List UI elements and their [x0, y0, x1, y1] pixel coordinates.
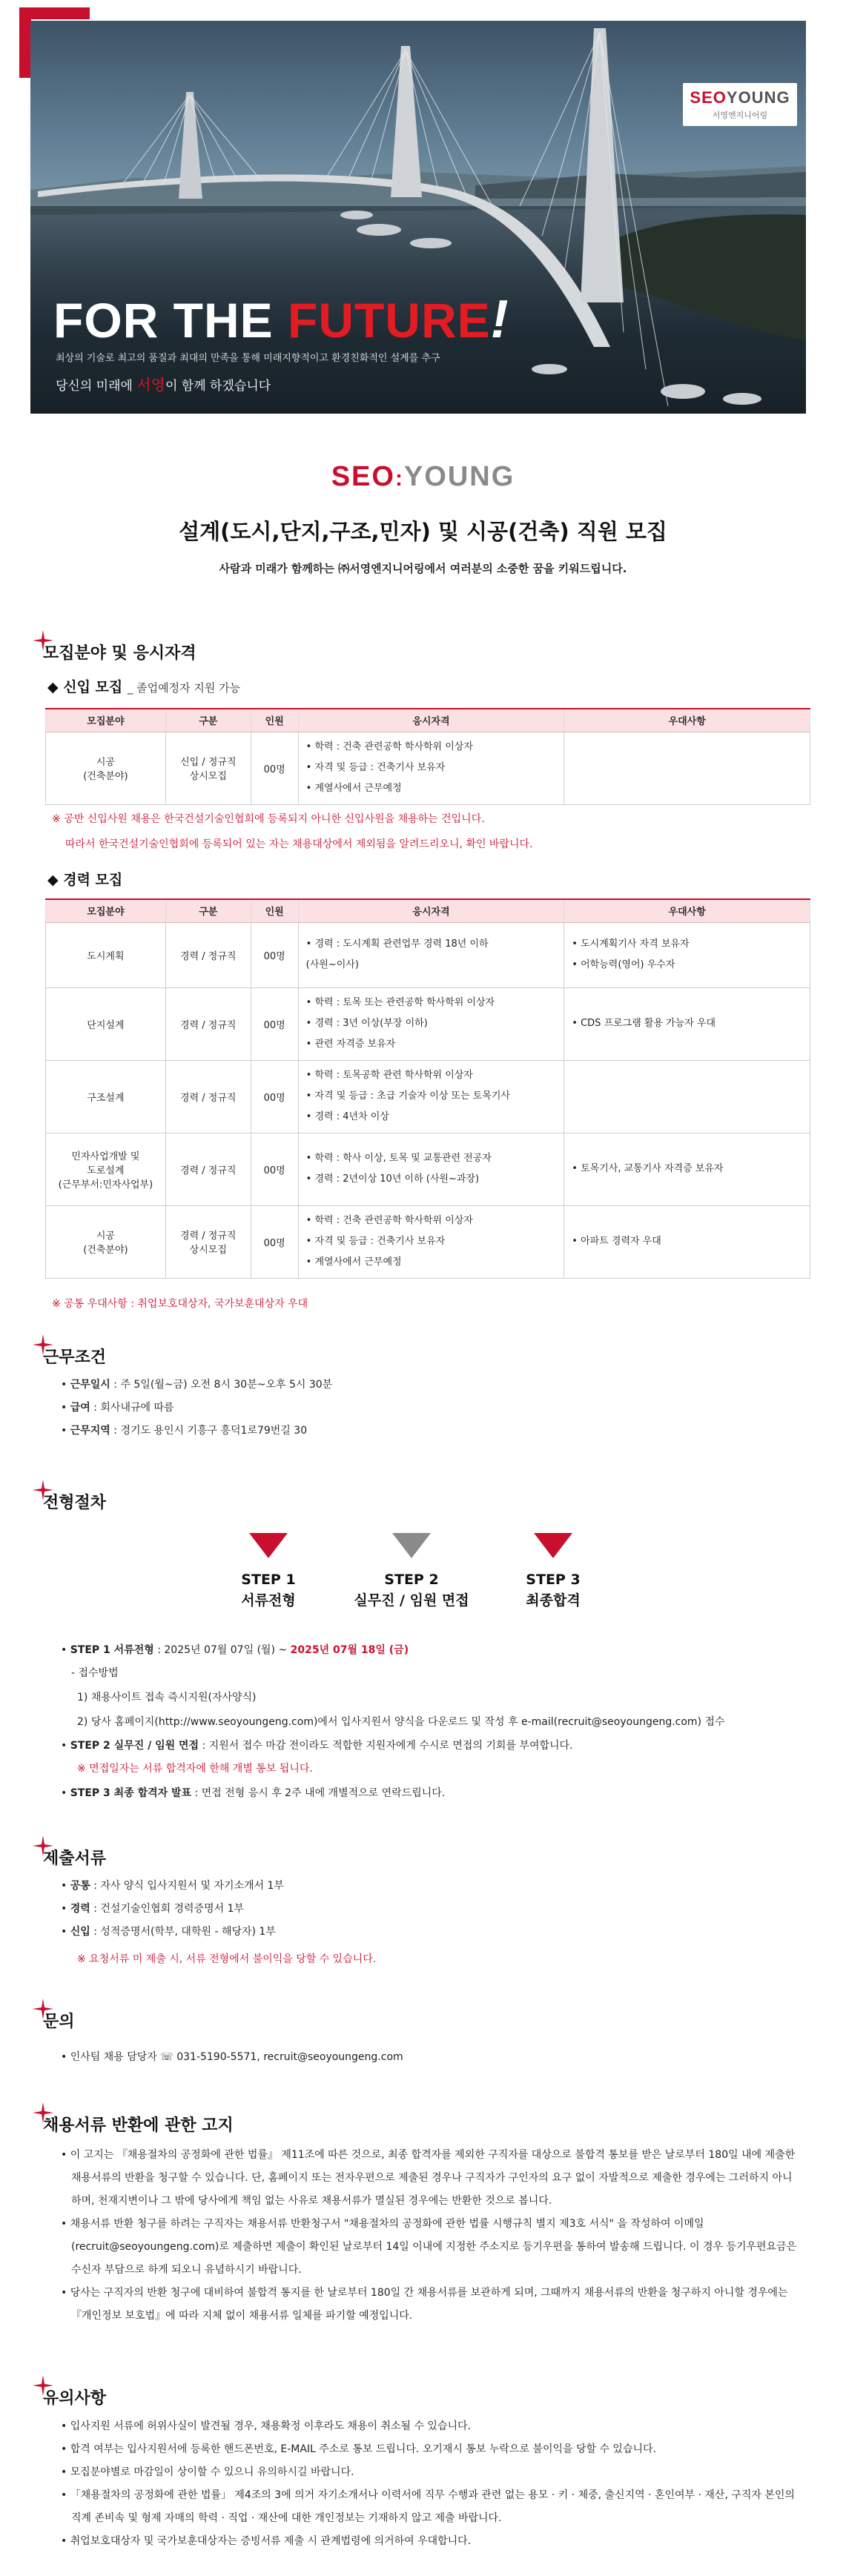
new-note-2: 따라서 한국건설기술인협회에 등록되어 있는 자는 채용대상에서 제외됨을 알려드리오니, 확인 바랍니다. [65, 838, 533, 850]
return-notice-list [61, 2144, 802, 2328]
quals-list [299, 1061, 564, 1132]
step-number: STEP 1 [241, 1572, 296, 1588]
item-value: : 주 5일(월~금) 오전 8시 30분~오후 5시 30분 [110, 1379, 333, 1391]
contact-list [61, 2046, 403, 2069]
hero-logo [683, 83, 797, 126]
step-arrow-icon [534, 1533, 572, 1558]
cell-quals [298, 987, 564, 1060]
list-item: • 학력 : 건축 관련공학 학사학위 이상자 [306, 1211, 557, 1231]
step2-label: STEP 2 실무진 / 임원 면접 [70, 1740, 199, 1752]
cell-count: 00명 [251, 1060, 298, 1133]
step3-line: • STEP 3 최종 합격자 발표 : 면접 전형 응시 후 2주 내에 개별적으로 연락드립니다. [61, 1787, 446, 1799]
intro-text: 사람과 미래가 함께하는 ㈜서영엔지니어링에서 여러분의 소중한 꿈을 키워드립니다. [219, 562, 627, 575]
column-header: 응시자격 [298, 899, 564, 922]
page-title: 설계(도시,단지,구조,민자) 및 시공(건축) 직원 모집 [179, 519, 667, 544]
hero-tagline: 최상의 기술로 최고의 품질과 최대의 만족을 통해 미래지향적이고 환경친화적인 설계를 추구 [56, 353, 440, 364]
cell-type: 경력 / 정규직 상시모집 [165, 1205, 251, 1278]
career-note: ※ 공통 우대사항 : 취업보호대상자, 국가보훈대상자 우대 [52, 1298, 308, 1310]
subtitle-text: ◆ 신입 모집 [47, 679, 123, 695]
item-label: 급여 [70, 1402, 90, 1414]
quals-list [299, 732, 564, 804]
contact-line: • 인사팀 채용 담당자 ☏ 031-5190-5571, recruit@seoyoungeng.com [61, 2046, 403, 2069]
caution-list [61, 2415, 802, 2553]
prefs-list [564, 930, 810, 980]
step-arrow-icon [249, 1533, 288, 1558]
item-value: : 자사 양식 입사지원서 및 자기소개서 1부 [90, 1880, 284, 1892]
list-item: • 관련 자격증 보유자 [306, 1034, 557, 1055]
cell-quals [298, 732, 564, 804]
subtitle-note: _ 졸업예정자 지원 가능 [127, 681, 241, 695]
step-name: 실무진 / 임원 면접 [354, 1592, 469, 1609]
cell-quals [298, 922, 564, 987]
slogan-part-a: 당신의 미래에 [56, 379, 137, 394]
list-item [61, 1875, 284, 1898]
prefs-list [564, 764, 810, 772]
step1-label: STEP 1 서류전형 [70, 1644, 154, 1656]
list-item: • 당사는 구직자의 반환 청구에 대비하여 불합격 통지를 한 날로부터 180일 간 채용서류를 보관하게 되며, 그때까지 채용서류의 반환을 청구하지 아니할 경우에는 『개인정보 보호법』에 따라 지체 없이 채용서류 일체를 파기할 예정입니다. [61, 2282, 802, 2328]
list-item: • 학력 : 학사 이상, 토목 및 교통관련 전공자 [306, 1148, 557, 1169]
item-label: 신입 [70, 1926, 90, 1938]
item-value: : 성적증명서(학부, 대학원 - 해당자) 1부 [90, 1926, 276, 1938]
cell-type: 신입 / 정규직 상시모집 [165, 732, 251, 804]
list-item: • 아파트 경력자 우대 [572, 1231, 802, 1252]
step-number: STEP 3 [526, 1572, 581, 1588]
column-header: 모집분야 [46, 709, 166, 732]
list-item: • 취업보호대상자 및 국가보훈대상자는 증빙서류 제출 시 관계법령에 의거하여 우대합니다. [61, 2530, 802, 2553]
list-item: • 학력 : 토목 또는 관련공학 학사학위 이상자 [306, 993, 557, 1013]
table-row [46, 1060, 810, 1133]
step3-label: STEP 3 최종 합격자 발표 [70, 1787, 192, 1799]
cell-type: 경력 / 정규직 [165, 987, 251, 1060]
slogan-part-b: 이 함께 하겠습니다 [165, 379, 271, 394]
column-header: 인원 [251, 899, 298, 922]
list-item: • CDS 프로그램 활용 가능자 우대 [572, 1013, 802, 1034]
cell-field: 단지설계 [46, 987, 166, 1060]
column-header: 인원 [251, 709, 298, 732]
step-3 [479, 1533, 627, 1609]
list-item: • 경력 : 2년이상 10년 이하 (사원~과장) [306, 1169, 557, 1190]
cell-prefs [564, 1133, 810, 1205]
cell-quals [298, 1205, 564, 1278]
cell-field: 민자사업개발 및 도로설계 (근무부서:민자사업부) [46, 1133, 166, 1205]
list-item: • 채용서류 반환 청구를 하려는 구직자는 채용서류 반환청구서 "채용절차의 공정화에 관한 법률 시행규칙 별지 제3호 서식" 을 작성하여 이메일(recruit@seoyoungeng.com)로 제출하면 제출이 확인된 날로부터 14일 이내에 지정한 주소지로 등기우편을 통하여 발송해 드립니다. 이 경우 등기우편요금은 수신자 부담으로 하게 되오니 유념하시기 바랍니다. [61, 2213, 802, 2282]
table-row [46, 987, 810, 1060]
step1-line: • STEP 1 서류전형 : 2025년 07월 07일 (월) ~ 2025년 07월 18일 (금) [61, 1644, 409, 1656]
list-item: • 학력 : 건축 관련공학 학사학위 이상자 [306, 737, 557, 758]
item-label: 근무지역 [70, 1425, 110, 1437]
item-label: 경력 [70, 1903, 90, 1915]
quals-list [299, 1144, 564, 1194]
cell-count: 00명 [251, 1205, 298, 1278]
list-item: • 계열사에서 근무예정 [306, 1252, 557, 1273]
cell-field: 시공 (건축분야) [46, 1205, 166, 1278]
list-item [61, 1397, 332, 1420]
step1-deadline: 2025년 07월 18일 (금) [290, 1644, 409, 1656]
list-item: • 모집분야별로 마감일이 상이할 수 있으니 유의하시길 바랍니다. [61, 2461, 802, 2484]
step-arrow-icon [392, 1533, 431, 1558]
table-row [46, 732, 810, 804]
section-title: 채용서류 반환에 관한 고지 [43, 2116, 234, 2135]
cell-field: 도시계획 [46, 922, 166, 987]
prefs-list [564, 1154, 810, 1184]
item-value: : 회사내규에 따름 [90, 1402, 174, 1414]
logo-red-part: SEO [690, 88, 727, 107]
list-item [61, 1921, 284, 1944]
work-conditions-list [61, 1374, 332, 1443]
list-item: • 학력 : 토목공학 관련 학사학위 이상자 [306, 1065, 557, 1086]
cell-quals [298, 1060, 564, 1133]
section-title: 제출서류 [43, 1850, 107, 1868]
list-item: • 자격 및 등급 : 건축기사 보유자 [306, 758, 557, 778]
new-recruit-table [45, 708, 810, 805]
item-label: 공통 [70, 1880, 90, 1892]
docs-list [61, 1875, 284, 1944]
cell-type: 경력 / 정규직 [165, 922, 251, 987]
method-2: 2) 당사 홈페이지(http://www.seoyoungeng.com)에서 입사지원서 양식을 다운로드 및 작성 후 e-mail(recruit@seoyoungeng.com) 접수 [77, 1716, 725, 1728]
list-item: • 토목기사, 교통기사 자격증 보유자 [572, 1159, 802, 1179]
prefs-list [564, 1092, 810, 1101]
item-value: : 건설기술인협회 경력증명서 1부 [90, 1903, 245, 1915]
cell-count: 00명 [251, 922, 298, 987]
step1-value: : 2025년 07월 07일 (월) ~ [153, 1644, 291, 1656]
prefs-list [564, 1227, 810, 1256]
logo-seo: SEO [331, 461, 395, 492]
list-item: • 합격 여부는 입사지원서에 등록한 핸드폰번호, E-MAIL 주소로 통보 드립니다. 오기재시 통보 누락으로 불이익을 당할 수 있습니다. [61, 2438, 802, 2461]
list-item: • 「채용절차의 공정화에 관한 법률」 제4조의 3에 의거 자기소개서나 이력서에 직무 수행과 관련 없는 용모 · 키 · 체중, 출신지역 · 혼인여부 · 재산, 구직자 본인의 직계 존비속 및 형제 자매의 학력 · 직업 · 재산에 대한 개인정보는 기재하지 않고 제출 바랍니다. [61, 2484, 802, 2530]
list-item: • 경력 : 4년차 이상 [306, 1107, 557, 1128]
hero-headline [53, 289, 509, 350]
quals-list [299, 988, 564, 1059]
headline-white: FOR THE [53, 293, 288, 348]
career-recruit-title: ◆ 경력 모집 [47, 872, 123, 888]
cell-count: 00명 [251, 1133, 298, 1205]
column-header: 우대사항 [564, 709, 810, 732]
list-item [61, 1374, 332, 1397]
docs-note: ※ 요청서류 미 제출 시, 서류 전형에서 불이익을 당할 수 있습니다. [77, 1953, 377, 1965]
cell-count: 00명 [251, 987, 298, 1060]
career-recruit-table [45, 898, 810, 1279]
logo-gray-part: YOUNG [726, 88, 790, 107]
section-title: 유의사항 [43, 2389, 107, 2408]
cell-field: 시공 (건축분야) [46, 732, 166, 804]
quals-list [299, 1206, 564, 1277]
cell-type: 경력 / 정규직 [165, 1133, 251, 1205]
list-item: • 경력 : 3년 이상(부장 이하) [306, 1013, 557, 1034]
method-label: - 접수방법 [71, 1667, 119, 1679]
table-header-row [46, 709, 810, 732]
quals-list [299, 930, 564, 980]
step-name: 최종합격 [526, 1592, 581, 1609]
cell-prefs [564, 987, 810, 1060]
step-name: 서류전형 [241, 1592, 296, 1609]
list-item: • 계열사에서 근무예정 [306, 778, 557, 799]
table-row [46, 922, 810, 987]
headline-red: FUTURE [288, 293, 491, 348]
step2-value: : 지원서 접수 마감 전이라도 적합한 지원자에게 수시로 면접의 기회를 부여합니다. [199, 1740, 573, 1752]
slogan-brand: 서영 [136, 376, 165, 394]
item-value: : 경기도 용인시 기흥구 흥덕1로79번길 30 [110, 1425, 308, 1437]
cell-prefs [564, 1205, 810, 1278]
list-item: • 도시계획기사 자격 보유자 [572, 934, 802, 955]
table-row [46, 1133, 810, 1205]
new-note-1: ※ 공반 신입사원 채용은 한국건설기술인협회에 등록되지 아니한 신입사원을 채용하는 건입니다. [52, 813, 485, 825]
list-item: • 자격 및 등급 : 초급 기술자 이상 또는 토목기사 [306, 1086, 557, 1107]
section-title: 모집분야 및 응시자격 [43, 644, 196, 663]
step-2 [337, 1533, 486, 1609]
cell-prefs [564, 1060, 810, 1133]
hero-slogan [56, 373, 271, 394]
list-item: • 경력 : 도시계획 관련업무 경력 18년 이하 (사원~이사) [306, 934, 557, 976]
cell-quals [298, 1133, 564, 1205]
cell-field: 구조설계 [46, 1060, 166, 1133]
logo-young: YOUNG [403, 461, 515, 492]
section-title: 전형절차 [43, 1494, 107, 1512]
column-header: 응시자격 [298, 709, 564, 732]
list-item [61, 1420, 332, 1443]
list-item: • 자격 및 등급 : 건축기사 보유자 [306, 1231, 557, 1252]
column-header: 우대사항 [564, 899, 810, 922]
step2-line: • STEP 2 실무진 / 임원 면접 : 지원서 접수 마감 전이라도 적합한 지원자에게 수시로 면접의 기회를 부여합니다. [61, 1740, 573, 1752]
section-title: 문의 [43, 2013, 75, 2031]
method-1: 1) 채용사이트 접속 즉시지원(자사양식) [77, 1692, 257, 1703]
new-recruit-title [47, 676, 240, 696]
list-item: • 어학능력(영어) 우수자 [572, 955, 802, 976]
step2-note: ※ 면접일자는 서류 합격자에 한해 개별 통보 됩니다. [77, 1763, 313, 1775]
list-item: • 이 고지는 『채용절차의 공정화에 관한 법률』 제11조에 따른 것으로, 최종 합격자를 제외한 구직자를 대상으로 불합격 통보를 받은 날로부터 180일 내에 제출한 채용서류의 반환을 청구할 수 있습니다. 단, 홈페이지 또는 전자우편으로 제출된 경우나 구직자가 구인자의 요구 없이 자발적으로 제출한 경우에는 그러하지 아니하며, 천재지변이나 그 밖에 당사에게 책임 없는 사유로 채용서류가 멸실된 경우에는 반환한 것으로 봅니다. [61, 2144, 802, 2213]
logo-subtitle: 서영엔지니어링 [712, 110, 768, 120]
step-number: STEP 2 [384, 1572, 439, 1588]
cell-prefs [564, 732, 810, 804]
table-header-row [46, 899, 810, 922]
company-logo [0, 461, 846, 493]
column-header: 구분 [165, 899, 251, 922]
prefs-list [564, 1009, 810, 1039]
logo-colon: : [394, 466, 404, 491]
list-item [61, 1898, 284, 1921]
table-row [46, 1205, 810, 1278]
cell-prefs [564, 922, 810, 987]
hero-banner [30, 21, 806, 414]
item-label: 근무일시 [70, 1379, 110, 1391]
list-item: • 입사지원 서류에 허위사실이 발견될 경우, 채용확정 이후라도 채용이 취소될 수 있습니다. [61, 2415, 802, 2438]
cell-type: 경력 / 정규직 [165, 1060, 251, 1133]
step3-value: : 면접 전형 응시 후 2주 내에 개별적으로 연락드립니다. [191, 1787, 446, 1799]
column-header: 모집분야 [46, 899, 166, 922]
section-title: 근무조건 [43, 1348, 107, 1367]
headline-bang: ! [490, 290, 509, 349]
step-1 [194, 1533, 343, 1609]
cell-count: 00명 [251, 732, 298, 804]
column-header: 구분 [165, 709, 251, 732]
